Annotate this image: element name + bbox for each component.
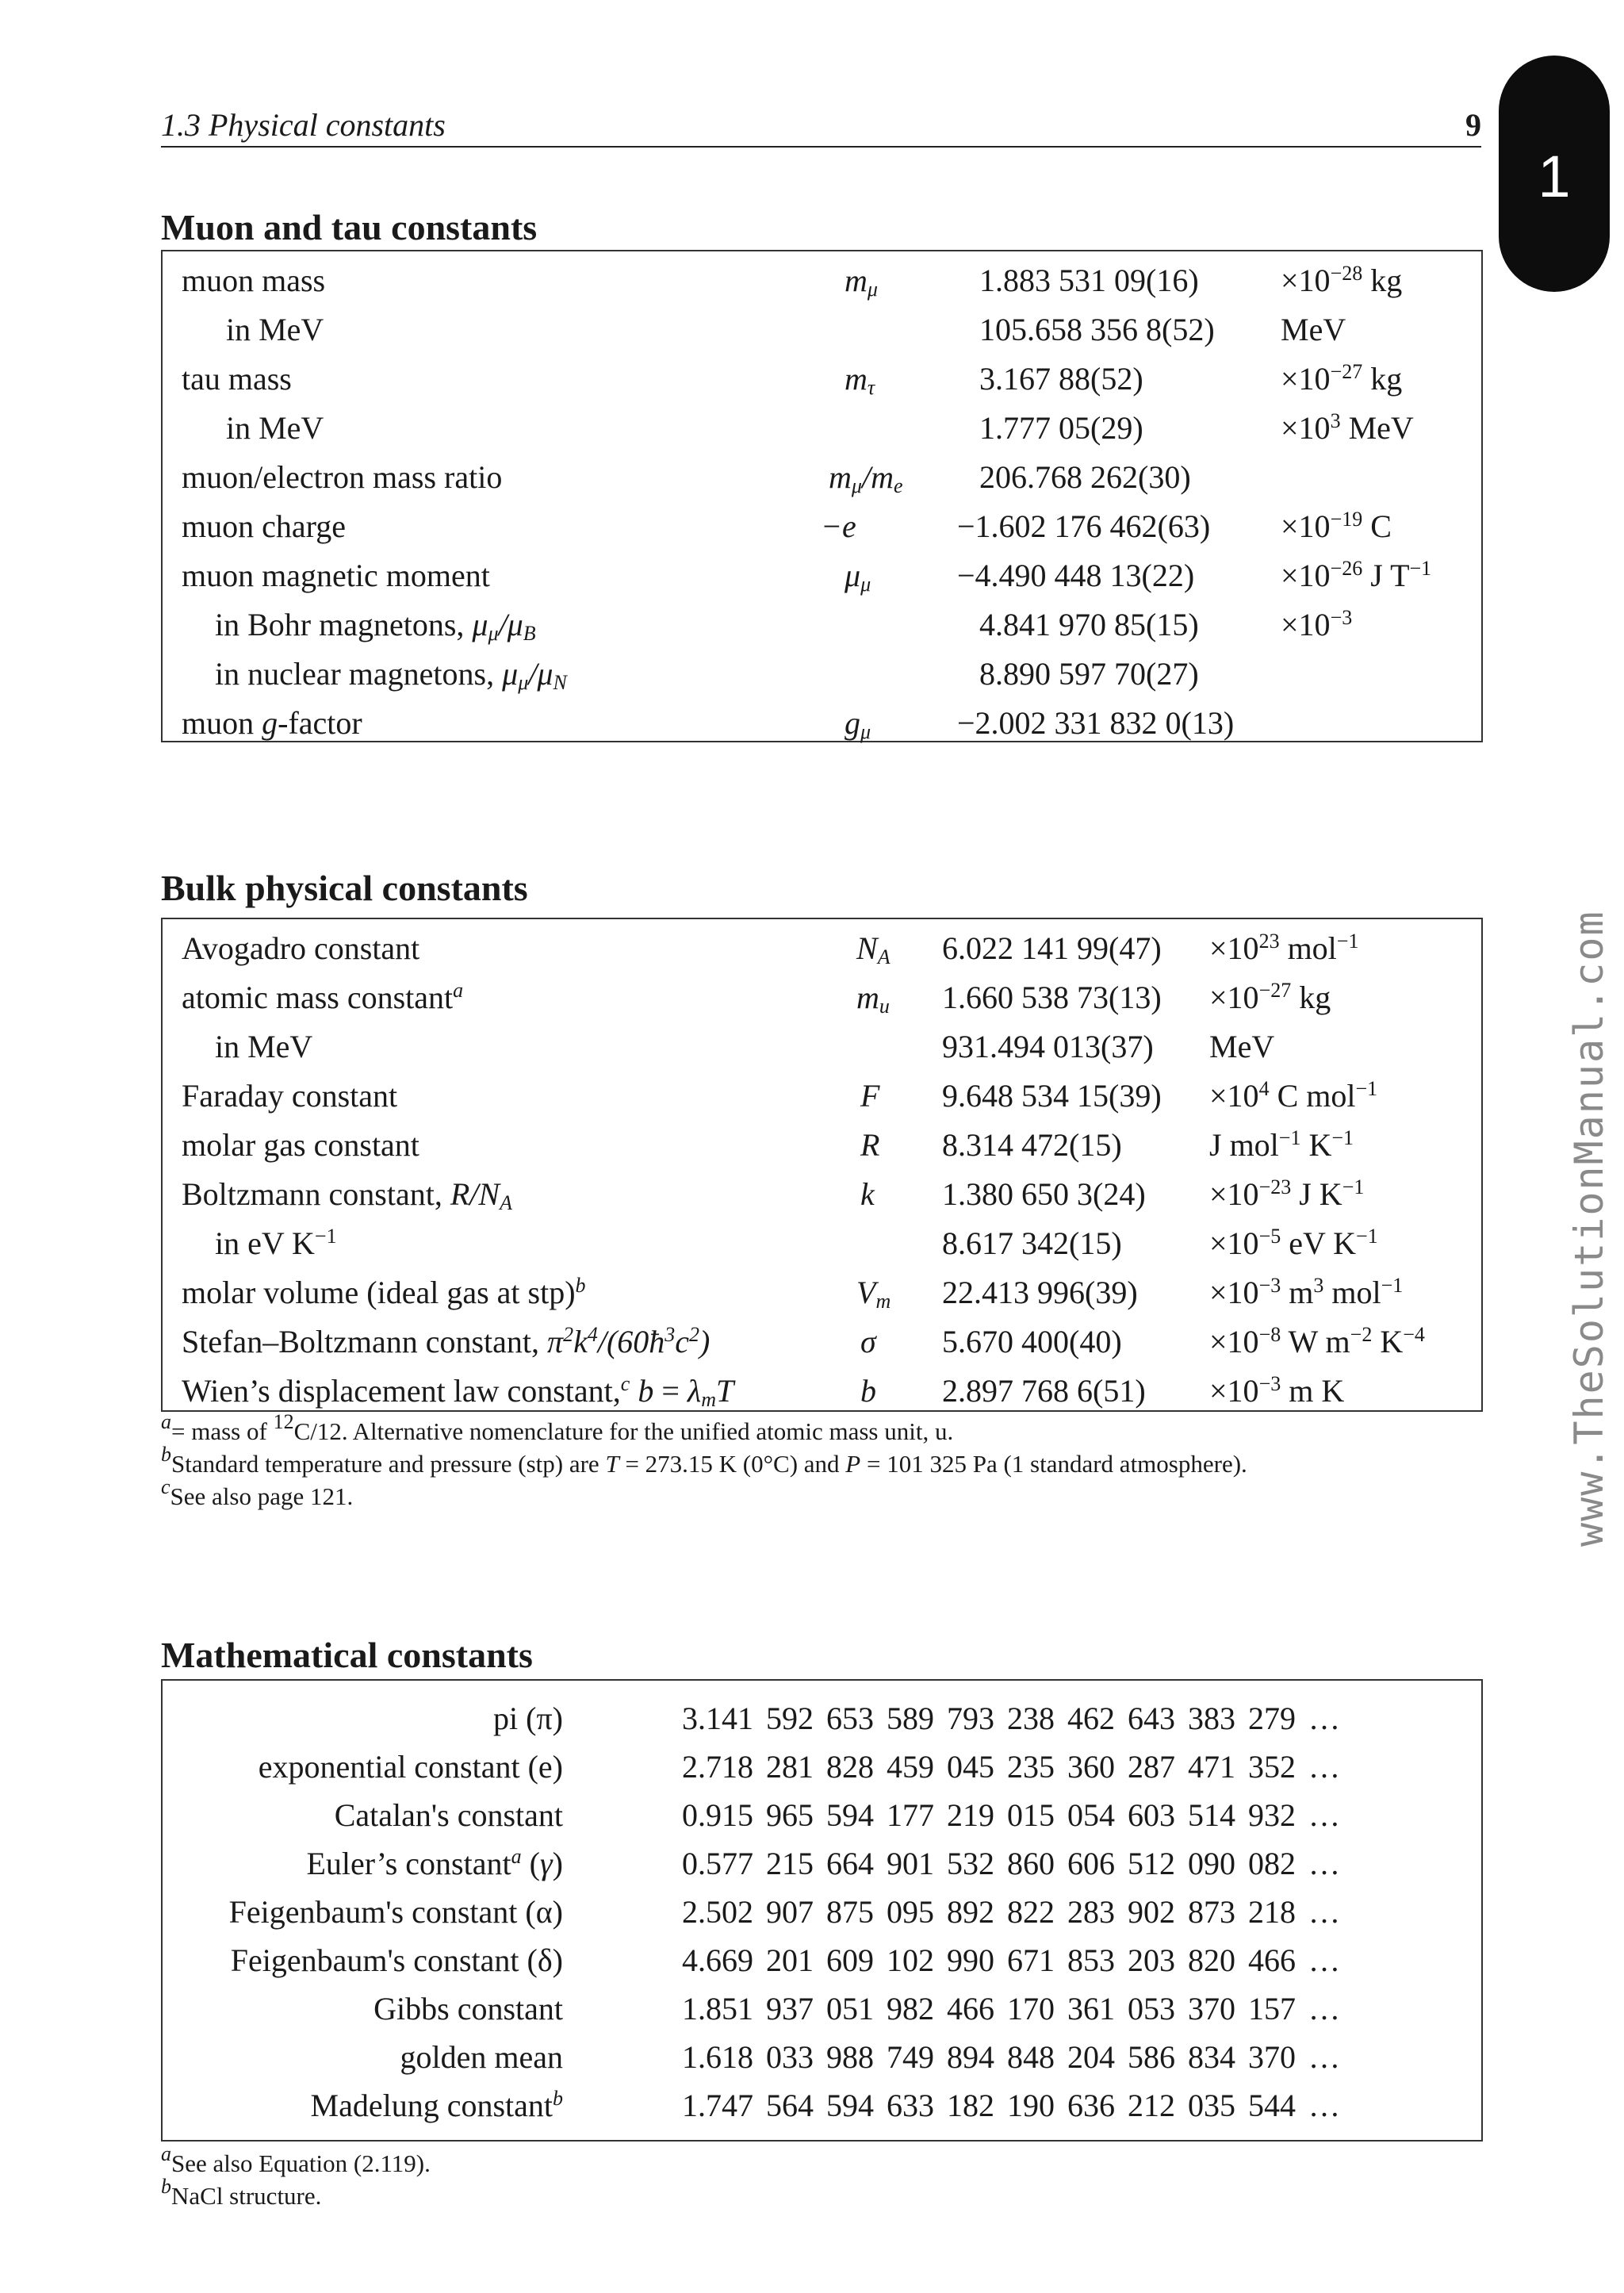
constant-name: muon magnetic moment (182, 558, 490, 593)
constant-unit: $\times 10^{-19}$ C (1281, 508, 1392, 544)
constant-unit: $\times 10^{-5}$ eV $K^{-1}$ (1209, 1225, 1378, 1261)
table-row (163, 1935, 1481, 1984)
constant-name: Wien’s displacement law constant,$^c$ $b = \lambda_mT$ (182, 1372, 734, 1411)
watermark: www.TheSolutionManual.com (1566, 910, 1612, 1547)
table-row (163, 1839, 1481, 1887)
constant-value: 4.669 201 609 102 990 671 853 203 820 466 … (682, 1942, 1340, 1978)
table-row (163, 1742, 1481, 1790)
footnote: $^b$NaCl structure. (161, 2175, 322, 2210)
table-row (163, 305, 1481, 354)
constant-unit: $\times 10^{-27}$ kg (1281, 360, 1403, 397)
constant-name: Catalan's constant (334, 1797, 563, 1833)
table-row (163, 600, 1481, 649)
table-row (163, 1790, 1481, 1839)
table-row (163, 1693, 1481, 1742)
table-row (163, 1120, 1481, 1169)
constant-name: Feigenbaum's constant (α) (228, 1894, 563, 1930)
constant-symbol: −e (821, 508, 856, 544)
constant-value: 1.883 531 09(16) (979, 263, 1199, 298)
constant-symbol: k (860, 1176, 875, 1212)
constant-name: muon g-factor (182, 705, 362, 741)
running-head (161, 102, 1481, 148)
constant-unit: $\times 10^{-8}$ W $m^{-2}$ $K^{-4}$ (1209, 1323, 1425, 1359)
constant-unit: $\times 10^{-3}$ (1281, 606, 1353, 642)
constant-name: in Bohr magnetons, $\mu_\mu/\mu_B$ (215, 607, 536, 645)
constant-name: muon mass (182, 263, 326, 298)
constant-value: 1.618 033 988 749 894 848 204 586 834 370 … (682, 2039, 1340, 2075)
math-section-title: Mathematical constants (161, 1635, 533, 1675)
constant-name: Madelung constant$^b$ (310, 2087, 563, 2123)
footnote: $^c$See also page 121. (161, 1475, 354, 1510)
page-number: 9 (1465, 107, 1481, 143)
constant-symbol: $m_\mu$ (845, 263, 878, 301)
constant-unit: $\times 10^{-26}$ J $T^{-1}$ (1281, 557, 1432, 593)
constant-value: −4.490 448 13(22) (957, 558, 1195, 593)
constant-unit: $\times 10^{-27}$ kg (1209, 979, 1331, 1015)
constant-unit: J mol$^{-1}$ $K^{-1}$ (1209, 1126, 1354, 1163)
constant-symbol: $m_u$ (856, 980, 890, 1018)
constant-symbol: $V_m$ (856, 1275, 891, 1313)
constant-symbol: $m_\tau$ (845, 361, 875, 399)
constant-name: in nuclear magnetons, $\mu_\mu/\mu_N$ (215, 656, 567, 694)
constant-name: molar volume (ideal gas at stp)$^b$ (182, 1274, 586, 1310)
footnote: $^a$See also Equation (2.119). (161, 2142, 431, 2177)
constant-value: 3.167 88(52) (979, 361, 1143, 397)
constant-symbol: b (860, 1373, 876, 1409)
constant-name: Feigenbaum's constant (δ) (230, 1942, 563, 1978)
constant-name: Boltzmann constant, $R/N_A$ (182, 1176, 512, 1214)
constant-symbol: $N_A$ (856, 930, 891, 968)
constant-value: 5.670 400(40) (942, 1324, 1122, 1359)
constant-value: −2.002 331 832 0(13) (957, 705, 1235, 741)
constant-unit: MeV (1209, 1029, 1275, 1064)
constant-value: 22.413 996(39) (942, 1275, 1138, 1310)
constant-value: 1.380 650 3(24) (942, 1176, 1146, 1212)
constant-name: Stefan–Boltzmann constant, $\pi^2k^4/(60ħ^3c^2)$ (182, 1323, 710, 1359)
constant-value: 4.841 970 85(15) (979, 607, 1199, 642)
constant-value: 206.768 262(30) (979, 459, 1191, 495)
constant-name: in MeV (226, 312, 324, 347)
constant-symbol: F (860, 1078, 880, 1114)
constant-value: 1.777 05(29) (979, 410, 1143, 446)
constant-symbol: $\mu_\mu$ (845, 558, 871, 596)
constant-name: golden mean (400, 2039, 563, 2075)
constant-value: 105.658 356 8(52) (979, 312, 1215, 347)
constant-value: 0.577 215 664 901 532 860 606 512 090 082 … (682, 1846, 1340, 1881)
constant-name: pi (π) (493, 1701, 563, 1736)
table-row (163, 972, 1481, 1022)
constant-name: in MeV (215, 1029, 313, 1064)
constant-symbol: $m_\mu/m_e$ (829, 459, 903, 497)
table-row (163, 1071, 1481, 1120)
constant-unit: MeV (1281, 312, 1346, 347)
constant-value: 8.890 597 70(27) (979, 656, 1199, 692)
section-title: 1.3 Physical constants (161, 107, 446, 143)
constant-name: tau mass (182, 361, 292, 397)
table-row (163, 923, 1481, 972)
constant-value: 2.502 907 875 095 892 822 283 902 873 218 … (682, 1894, 1340, 1930)
constant-value: 1.851 937 051 982 466 170 361 053 370 157 … (682, 1991, 1340, 2027)
table-row (163, 698, 1481, 747)
constant-value: 0.915 965 594 177 219 015 054 603 514 932 … (682, 1797, 1340, 1833)
table-row (163, 1022, 1481, 1071)
muon-section-title: Muon and tau constants (161, 207, 538, 247)
constant-value: 2.718 281 828 459 045 235 360 287 471 352 … (682, 1749, 1340, 1785)
constant-value: 1.660 538 73(13) (942, 980, 1162, 1015)
constant-name: Faraday constant (182, 1078, 398, 1114)
constant-value: −1.602 176 462(63) (957, 508, 1211, 544)
constant-unit: $\times 10^4$ C mol$^{-1}$ (1209, 1077, 1378, 1114)
constant-value: 8.314 472(15) (942, 1127, 1122, 1163)
constant-unit: $\times 10^{-28}$ kg (1281, 262, 1403, 298)
footnote: $^a$= mass of $^{12}$C/12. Alternative nomenclature for the unified atomic mass unit, u. (161, 1410, 954, 1445)
constant-unit: $\times 10^{-3}$ m K (1209, 1372, 1345, 1409)
constant-name: in MeV (226, 410, 324, 446)
table-row (163, 649, 1481, 698)
table-row (163, 1887, 1481, 1935)
constant-symbol: σ (860, 1324, 876, 1359)
constant-value: 3.141 592 653 589 793 238 462 643 383 279 … (682, 1701, 1340, 1736)
constant-name: Gibbs constant (373, 1991, 563, 2027)
table-row (163, 403, 1481, 452)
table-row (163, 452, 1481, 501)
constant-value: 8.617 342(15) (942, 1225, 1122, 1261)
table-row (163, 255, 1481, 305)
constant-unit: $\times 10^3$ MeV (1281, 409, 1414, 446)
table-row (163, 354, 1481, 403)
constant-value: 931.494 013(37) (942, 1029, 1154, 1064)
table-row (163, 1169, 1481, 1218)
constant-symbol: R (860, 1127, 880, 1163)
constant-name: muon/electron mass ratio (182, 459, 503, 495)
constant-name: Euler’s constant$^a$ (γ) (306, 1845, 563, 1881)
constant-name: atomic mass constant$^a$ (182, 979, 464, 1015)
table-row (163, 550, 1481, 600)
constant-value: 1.747 564 594 633 182 190 636 212 035 544 … (682, 2088, 1340, 2123)
constant-name: molar gas constant (182, 1127, 419, 1163)
table-row (163, 1267, 1481, 1317)
constant-value: 2.897 768 6(51) (942, 1373, 1146, 1409)
chapter-tab (1499, 56, 1610, 292)
math-table (161, 1679, 1483, 2142)
constant-value: 9.648 534 15(39) (942, 1078, 1162, 1114)
constant-unit: $\times 10^{23}$ mol$^{-1}$ (1209, 930, 1359, 966)
table-row (163, 1317, 1481, 1366)
constant-name: Avogadro constant (182, 930, 420, 966)
constant-name: exponential constant (e) (258, 1749, 563, 1785)
table-row (163, 2080, 1481, 2129)
constant-unit: $\times 10^{-23}$ J $K^{-1}$ (1209, 1175, 1365, 1212)
constant-value: 6.022 141 99(47) (942, 930, 1162, 966)
table-row (163, 1218, 1481, 1267)
table-row (163, 2032, 1481, 2080)
table-row (163, 1366, 1481, 1415)
table-row (163, 501, 1481, 550)
bulk-table (161, 918, 1483, 1412)
constant-unit: $\times 10^{-3}$ $m^3$ mol$^{-1}$ (1209, 1274, 1404, 1310)
table-row (163, 1984, 1481, 2032)
constant-symbol: $g_\mu$ (845, 705, 871, 743)
constant-name: muon charge (182, 508, 346, 544)
muon-table (161, 250, 1483, 742)
chapter-number: 1 (1538, 144, 1571, 209)
bulk-section-title: Bulk physical constants (161, 868, 528, 908)
footnote: $^b$Standard temperature and pressure (stp) are T = 273.15 K (0°C) and P = 101 325 Pa (1 standard atmosphere). (161, 1443, 1247, 1478)
constant-name: in eV $K^{-1}$ (215, 1225, 337, 1261)
